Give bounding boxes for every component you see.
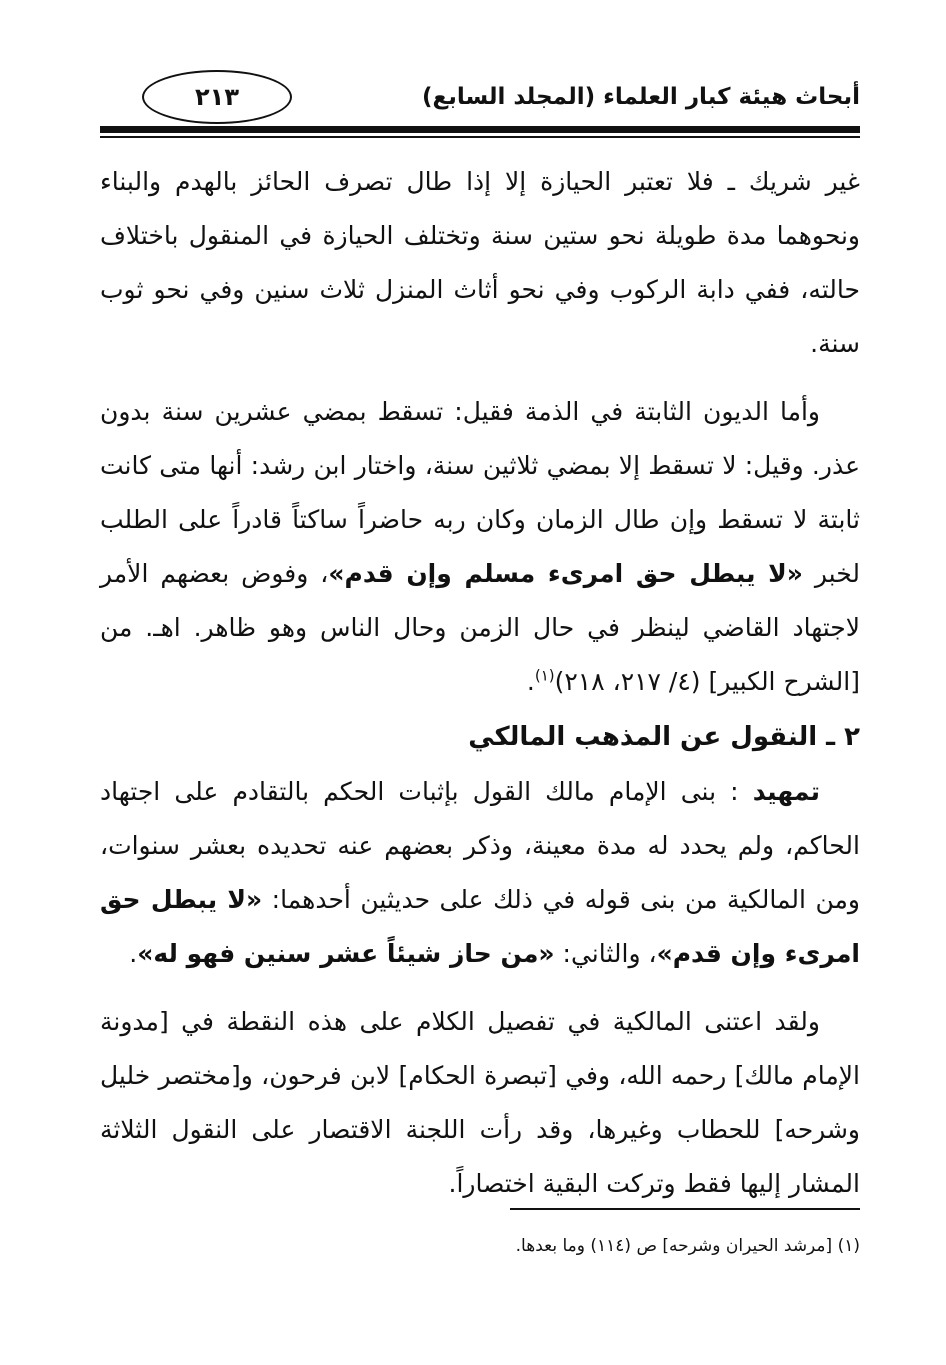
header-rule-thick	[100, 126, 860, 133]
footnote: (١) [مرشد الحيران وشرحه] ص (١١٤) وما بعدها.	[515, 1236, 860, 1256]
paragraph-2-text-b: ، وفوض بعضهم الأمر لاجتهاد القاضي لينظر في حال الزمن وحال الناس وهو ظاهر. اهـ. من [الشرح الكبير] (٤/ ٢١٧، ٢١٨)	[100, 559, 860, 696]
hadith-quote: «لا يبطل حق امرىء مسلم وإن قدم»	[328, 559, 803, 588]
paragraph-2-end: .	[526, 667, 535, 696]
hadith-quote-1: «لا يبطل حق امرىء وإن قدم»	[100, 885, 860, 968]
paragraph-4: ولقد اعتنى المالكية في تفصيل الكلام على هذه النقطة في [مدونة الإمام مالك] رحمه الله، وفي [تبصرة الحكام] لابن فرحون، و[مختصر خليل وشرحه] للحطاب وغيرها، وقد رأت اللجنة الاقتصار على النقول الثلاثة المشار إليها فقط وتركت البقية اختصاراً.	[100, 1007, 860, 1198]
paragraph-1: غير شريك ـ فلا تعتبر الحيازة إلا إذا طال تصرف الحائز بالهدم والبناء ونحوهما مدة طويلة نحو ستين سنة وتختلف الحيازة في المنقول باختلاف حالته، ففي دابة الركوب وفي نحو أثاث المنزل ثلاث سنين وفي نحو ثوب سنة.	[100, 167, 860, 358]
hadith-quote-2: «من حاز شيئاً عشر سنين فهو له»	[137, 939, 555, 968]
page-number-oval	[142, 70, 292, 124]
running-title: أبحاث هيئة كبار العلماء (المجلد السابع)	[421, 84, 860, 110]
paragraph-3-text-a: : بنى الإمام مالك القول بإثبات الحكم بالتقادم على اجتهاد الحاكم، ولم يحدد له مدة معينة، وذكر بعضهم عنه تحديده بعشر سنوات، ومن المالكية من بنى قوله في ذلك على حديثين أحدهما:	[100, 777, 861, 914]
paragraph-3-text-b: ، والثاني:	[554, 939, 657, 968]
body-text	[100, 155, 860, 1211]
paragraph-3-end: .	[129, 939, 138, 968]
footnote-separator	[510, 1208, 860, 1210]
paragraph-2-text-a: وأما الديون الثابتة في الذمة فقيل: تسقط بمضي عشرين سنة بدون عذر. وقيل: لا تسقط إلا بمضي ثلاثين سنة، واختار ابن رشد: أنها متى كانت ثابتة لا تسقط وإن طال الزمان وكان ربه حاضراً ساكتاً قادراً على الطلب لخبر	[100, 397, 860, 588]
paragraph-3	[100, 765, 860, 981]
header-rule-thin	[100, 136, 860, 138]
page-header	[100, 62, 860, 142]
footnote-reference: (١)	[534, 666, 555, 685]
section-heading: ٢ ـ النقول عن المذهب المالكي	[468, 722, 860, 752]
page-number: ٢١٣	[195, 83, 239, 111]
paragraph-2	[100, 385, 860, 709]
paragraph-3-label: تمهيد	[752, 777, 820, 806]
